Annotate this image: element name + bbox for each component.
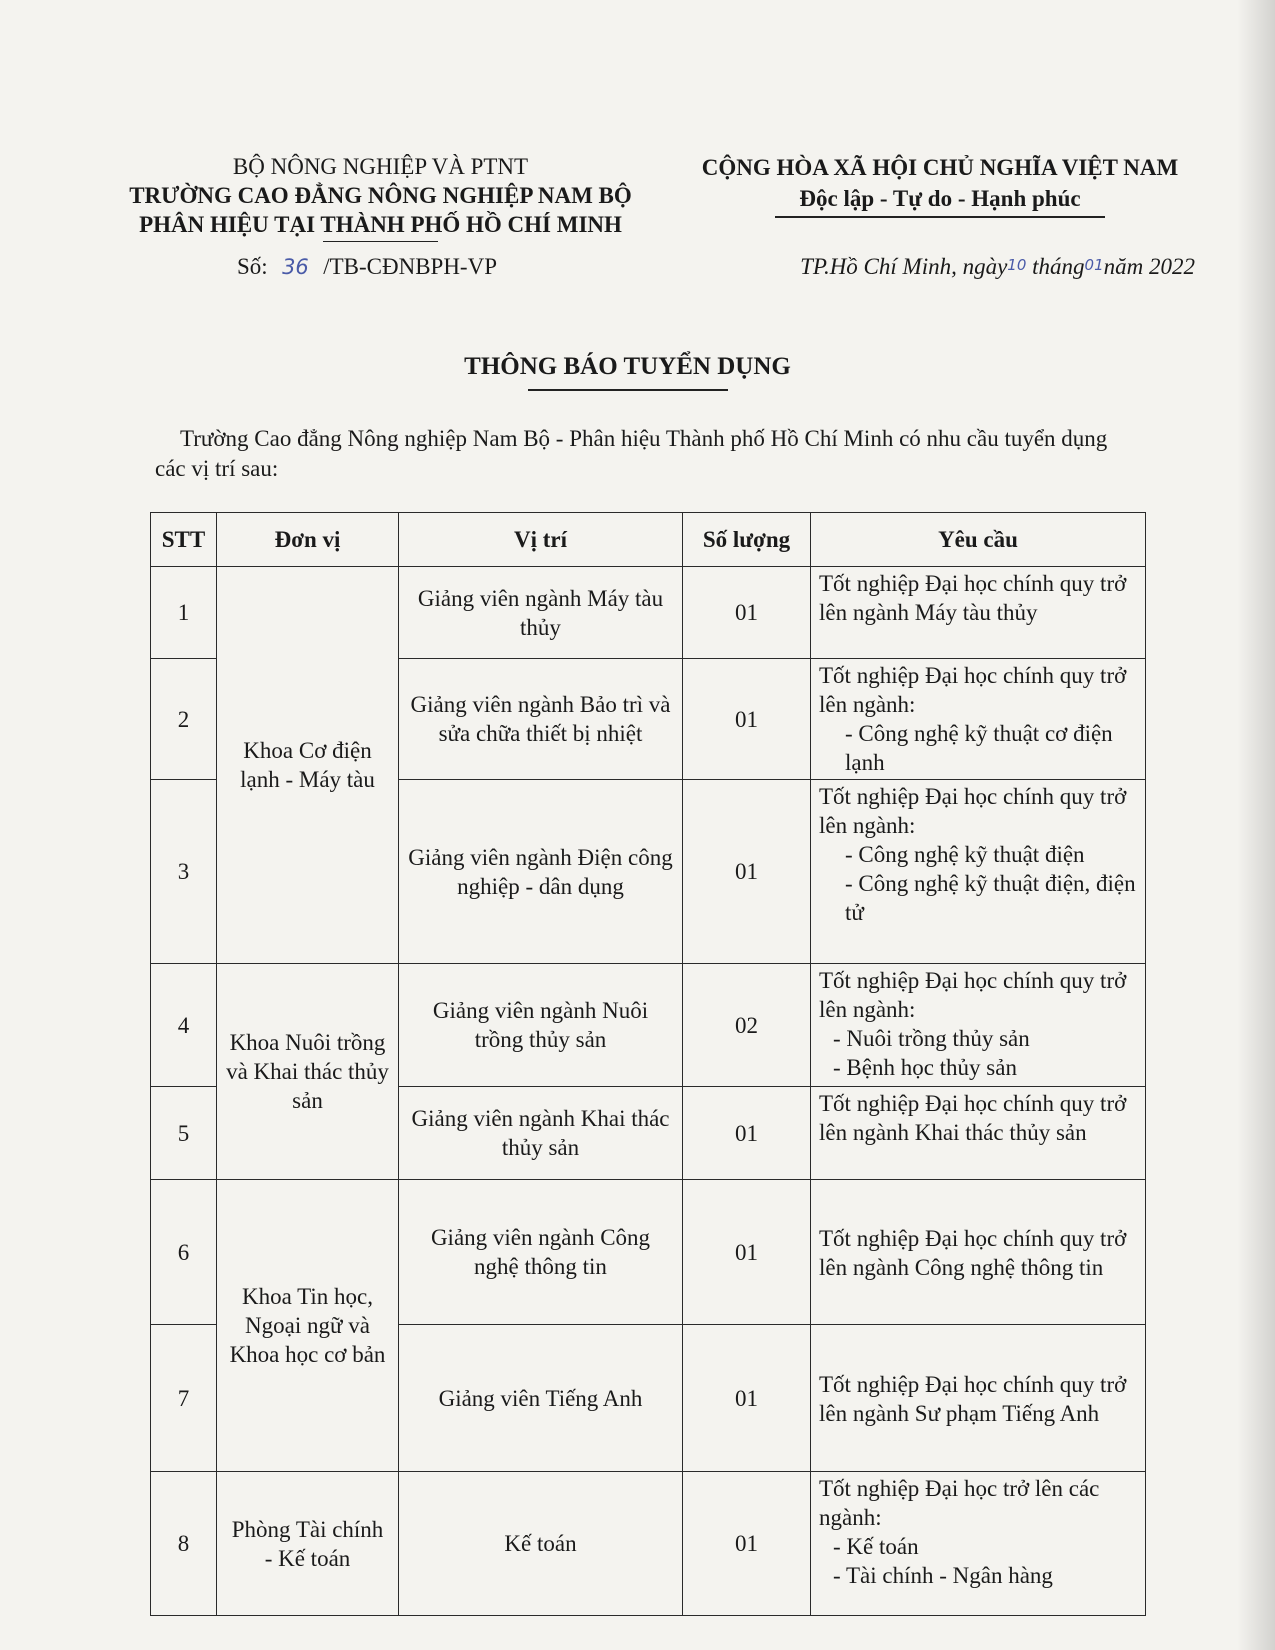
page-edge-shadow xyxy=(1237,0,1275,1650)
table-header-row xyxy=(151,513,1146,567)
row-position: Giảng viên ngành Điện công nghiệp - dân dụng xyxy=(399,780,683,964)
row-quantity: 02 xyxy=(683,964,811,1087)
row-requirement xyxy=(811,780,1146,964)
doc-number-prefix: Số: xyxy=(237,254,268,279)
national-motto: Độc lập - Tự do - Hạnh phúc xyxy=(799,186,1081,211)
row-position: Giảng viên ngành Khai thác thủy sản xyxy=(399,1087,683,1180)
header-requirement: Yêu cầu xyxy=(811,513,1146,567)
requirement-item: - Tài chính - Ngân hàng xyxy=(833,1563,1053,1588)
requirement-item: - Công nghệ kỹ thuật cơ điện lạnh xyxy=(845,721,1113,775)
requirement-line: Tốt nghiệp Đại học chính quy trở lên ngành: xyxy=(819,663,1127,717)
row-position: Giảng viên ngành Máy tàu thủy xyxy=(399,567,683,659)
header-left-underline xyxy=(323,241,438,242)
row-position: Kế toán xyxy=(399,1472,683,1616)
row-quantity: 01 xyxy=(683,1180,811,1325)
school-name: TRƯỜNG CAO ĐẲNG NÔNG NGHIỆP NAM BỘ xyxy=(129,183,632,208)
document-number xyxy=(237,254,497,280)
table-row xyxy=(151,567,1146,659)
row-quantity: 01 xyxy=(683,1472,811,1616)
requirement-line: Tốt nghiệp Đại học chính quy trở lên ngành Công nghệ thông tin xyxy=(819,1226,1127,1280)
row-position: Giảng viên Tiếng Anh xyxy=(399,1325,683,1472)
date-line xyxy=(800,254,1195,280)
date-day-handwritten: 10 xyxy=(1007,256,1027,274)
row-quantity: 01 xyxy=(683,780,811,964)
unit-cell: Khoa Tin học, Ngoại ngữ và Khoa học cơ bản xyxy=(217,1180,399,1472)
header-stt: STT xyxy=(151,513,217,567)
requirement-line: Tốt nghiệp Đại học chính quy trở lên ngành Khai thác thủy sản xyxy=(819,1091,1127,1145)
doc-number-handwritten: 36 xyxy=(282,255,309,279)
header-right xyxy=(675,152,1205,218)
requirement-item: - Nuôi trồng thủy sản xyxy=(833,1026,1030,1051)
doc-number-suffix: /TB-CĐNBPH-VP xyxy=(323,254,497,279)
row-quantity: 01 xyxy=(683,659,811,780)
row-stt: 5 xyxy=(151,1087,217,1180)
date-year: năm 2022 xyxy=(1103,254,1195,279)
requirement-item: - Bệnh học thủy sản xyxy=(833,1055,1017,1080)
requirement-line: Tốt nghiệp Đại học trở lên các ngành: xyxy=(819,1476,1100,1530)
row-stt: 2 xyxy=(151,659,217,780)
row-requirement xyxy=(811,659,1146,780)
row-requirement xyxy=(811,1472,1146,1616)
row-position: Giảng viên ngành Nuôi trồng thủy sản xyxy=(399,964,683,1087)
ministry-name: BỘ NÔNG NGHIỆP VÀ PTNT xyxy=(232,154,529,179)
country-name: CỘNG HÒA XÃ HỘI CHỦ NGHĨA VIỆT NAM xyxy=(701,155,1179,180)
row-position: Giảng viên ngành Bảo trì và sửa chữa thiết bị nhiệt xyxy=(399,659,683,780)
motto-underline xyxy=(775,216,1105,218)
row-stt: 3 xyxy=(151,780,217,964)
requirement-line: Tốt nghiệp Đại học chính quy trở lên ngành: xyxy=(819,784,1127,838)
row-requirement xyxy=(811,1325,1146,1472)
requirement-item: - Công nghệ kỹ thuật điện, điện tử xyxy=(845,871,1136,925)
table-row xyxy=(151,964,1146,1087)
branch-name: PHÂN HIỆU TẠI THÀNH PHỐ HỒ CHÍ MINH xyxy=(139,212,622,237)
row-quantity: 01 xyxy=(683,1325,811,1472)
row-stt: 7 xyxy=(151,1325,217,1472)
page-title: THÔNG BÁO TUYỂN DỤNG xyxy=(464,353,791,380)
unit-cell: Khoa Nuôi trồng và Khai thác thủy sản xyxy=(217,964,399,1180)
unit-cell: Khoa Cơ điện lạnh - Máy tàu xyxy=(217,567,399,964)
table-row xyxy=(151,1180,1146,1325)
recruitment-table xyxy=(150,512,1146,1616)
row-requirement xyxy=(811,964,1146,1087)
date-month-handwritten: 01 xyxy=(1084,256,1104,274)
header-left xyxy=(108,152,653,242)
header-position: Vị trí xyxy=(399,513,683,567)
title-underline xyxy=(528,389,728,391)
row-requirement xyxy=(811,567,1146,659)
requirement-item: - Công nghệ kỹ thuật điện xyxy=(845,842,1085,867)
header-unit: Đơn vị xyxy=(217,513,399,567)
requirement-line: Tốt nghiệp Đại học chính quy trở lên ngành Máy tàu thủy xyxy=(819,571,1127,625)
intro-paragraph: Trường Cao đẳng Nông nghiệp Nam Bộ - Phân hiệu Thành phố Hồ Chí Minh có nhu cầu tuyển dụng các vị trí sau: xyxy=(155,426,1108,481)
row-quantity: 01 xyxy=(683,567,811,659)
date-month-label: tháng xyxy=(1032,254,1085,279)
requirement-line: Tốt nghiệp Đại học chính quy trở lên ngành: xyxy=(819,968,1127,1022)
row-quantity: 01 xyxy=(683,1087,811,1180)
table-row xyxy=(151,1472,1146,1616)
row-position: Giảng viên ngành Công nghệ thông tin xyxy=(399,1180,683,1325)
row-stt: 6 xyxy=(151,1180,217,1325)
row-stt: 4 xyxy=(151,964,217,1087)
header-quantity: Số lượng xyxy=(683,513,811,567)
row-stt: 1 xyxy=(151,567,217,659)
row-stt: 8 xyxy=(151,1472,217,1616)
unit-cell: Phòng Tài chính - Kế toán xyxy=(217,1472,399,1616)
row-requirement xyxy=(811,1087,1146,1180)
requirement-line: Tốt nghiệp Đại học chính quy trở lên ngành Sư phạm Tiếng Anh xyxy=(819,1372,1127,1426)
requirement-item: - Kế toán xyxy=(833,1534,919,1559)
row-requirement xyxy=(811,1180,1146,1325)
date-place: TP.Hồ Chí Minh, ngày xyxy=(800,254,1008,279)
